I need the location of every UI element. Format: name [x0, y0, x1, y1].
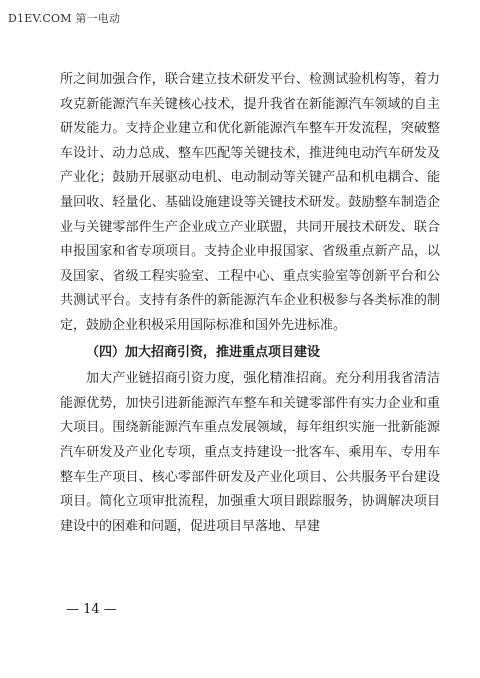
site-watermark: D1EV.COM 第一电动 — [8, 12, 121, 25]
section-paragraph: 加大产业链招商引资力度，强化精准招商。充分利用我省清洁能源优势，加快引进新能源汽车整车和关键零部件有实力企业和重大项目。围绕新能源汽车重点发展领域，每年组织实施一批新能源汽车研发及产业化专项，重点支持建设一批客车、乘用车、专用车整车生产项目、核心零部件研发及产业化项目、公共服务平台建设项目。简化立项审批流程，加强重大项目跟踪服务，协调解决项目建设中的困难和问题，促进项目早落地、早建 — [60, 371, 440, 534]
page-number: — 14 — — [66, 602, 117, 617]
section-heading: （四）加大招商引资，推进重点项目建设 — [86, 344, 321, 360]
document-body — [60, 68, 440, 539]
body-paragraph-continued: 所之间加强合作，联合建立技术研发平台、检测试验机构等，着力攻克新能源汽车关键核心技术，提升我省在新能源汽车领域的自主研发能力。支持企业建立和优化新能源汽车整车开发流程，突破整车设计、动力总成、整车匹配等关键技术，推进纯电动汽车研发及产业化；鼓励开展驱动电机、电动制动等关键产品和机电耦合、能量回收、轻量化、基础设施建设等关键技术研发。鼓励整车制造企业与关键零部件生产企业成立产业联盟，共同开展技术研发、联合申报国家和省专项项目。支持企业申报国家、省级重点新产品，以及国家、省级工程实验室、工程中心、重点实验室等创新平台和公共测试平台。支持有条件的新能源汽车企业积极参与各类标准的制定，鼓励企业积极采用国际标准和国外先进标准。 — [60, 72, 440, 333]
